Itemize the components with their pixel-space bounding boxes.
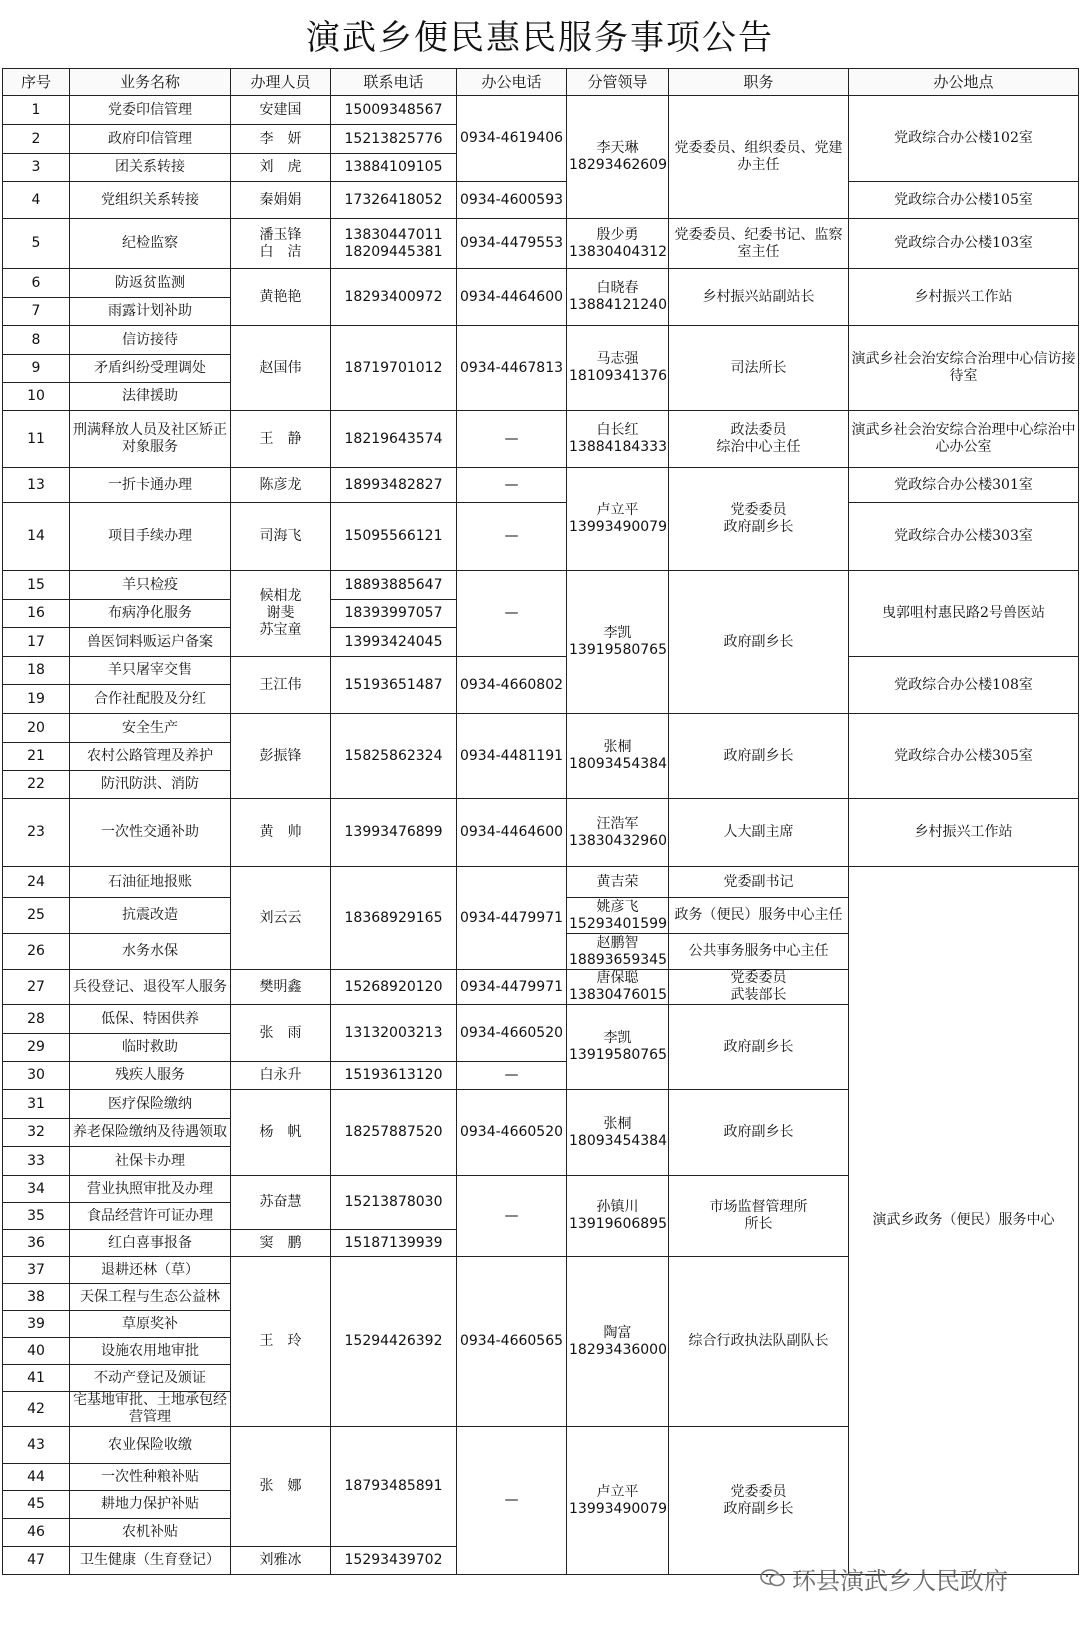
business-name: 医疗保险缴纳 — [70, 1090, 231, 1119]
row-number: 13 — [3, 468, 70, 503]
business-name: 党组织关系转接 — [70, 182, 231, 219]
duty: 乡村振兴站副站长 — [669, 269, 849, 326]
business-name: 一次性交通补助 — [70, 799, 231, 867]
business-name: 一折卡通办理 — [70, 468, 231, 503]
business-name: 红白喜事报备 — [70, 1230, 231, 1257]
handler-name: 白永升 — [231, 1062, 331, 1090]
leader: 卢立平 13993490079 — [567, 468, 669, 571]
row-number: 45 — [3, 1491, 70, 1519]
business-name: 布病净化服务 — [70, 600, 231, 628]
office-phone: 0934-4481191 — [457, 714, 567, 799]
business-name: 刑满释放人员及社区矫正对象服务 — [70, 411, 231, 468]
row-number: 15 — [3, 571, 70, 600]
business-name: 合作社配股及分红 — [70, 685, 231, 714]
handler-name: 杨 帆 — [231, 1090, 331, 1176]
row-number: 42 — [3, 1392, 70, 1427]
duty: 政务（便民）服务中心主任 — [669, 898, 849, 934]
contact-phone: 15009348567 — [331, 96, 457, 125]
table-row — [3, 503, 1079, 571]
office-phone: 0934-4479971 — [457, 970, 567, 1005]
business-name: 不动产登记及颁证 — [70, 1365, 231, 1392]
business-name: 养老保险缴纳及待遇领取 — [70, 1119, 231, 1147]
row-number: 47 — [3, 1547, 70, 1575]
business-name: 防返贫监测 — [70, 269, 231, 298]
office-location: 党政综合办公楼102室 — [849, 96, 1079, 182]
contact-phone: 15293439702 — [331, 1547, 457, 1575]
contact-phone: 18293400972 — [331, 269, 457, 326]
office-phone: — — [457, 411, 567, 468]
column-header: 分管领导 — [567, 69, 669, 96]
handler-name: 赵国伟 — [231, 326, 331, 411]
handler-name: 陈彦龙 — [231, 468, 331, 503]
leader: 卢立平 13993490079 — [567, 1427, 669, 1575]
table-header-row — [3, 69, 1079, 96]
contact-phone: 18993482827 — [331, 468, 457, 503]
office-phone: — — [457, 1176, 567, 1257]
handler-name: 刘 虎 — [231, 154, 331, 182]
row-number: 39 — [3, 1311, 70, 1338]
leader: 张桐 18093454384 — [567, 1090, 669, 1176]
contact-phone: 15213825776 — [331, 125, 457, 154]
duty: 人大副主席 — [669, 799, 849, 867]
contact-phone: 18257887520 — [331, 1090, 457, 1176]
contact-phone: 18219643574 — [331, 411, 457, 468]
handler-name: 秦娟娟 — [231, 182, 331, 219]
handler-name: 苏奋慧 — [231, 1176, 331, 1230]
duty: 政府副乡长 — [669, 714, 849, 799]
wechat-icon — [760, 1568, 786, 1588]
column-header: 职务 — [669, 69, 849, 96]
table-row — [3, 326, 1079, 355]
handler-name: 窦 鹏 — [231, 1230, 331, 1257]
business-name: 信访接待 — [70, 326, 231, 355]
handler-name: 王江伟 — [231, 657, 331, 714]
office-phone: — — [457, 571, 567, 657]
table-row — [3, 799, 1079, 867]
office-location: 乡村振兴工作站 — [849, 799, 1079, 867]
business-name: 兵役登记、退役军人服务 — [70, 970, 231, 1005]
row-number: 34 — [3, 1176, 70, 1203]
leader: 马志强 18109341376 — [567, 326, 669, 411]
handler-name: 潘玉锋 白 洁 — [231, 219, 331, 269]
table-row — [3, 657, 1079, 685]
page-title: 演武乡便民惠民服务事项公告 — [306, 17, 774, 58]
row-number: 22 — [3, 771, 70, 799]
office-phone: — — [457, 1427, 567, 1575]
handler-name: 彭振锋 — [231, 714, 331, 799]
table-row — [3, 96, 1079, 125]
watermark-text: 环县演武乡人民政府 — [792, 1566, 1008, 1595]
row-number: 19 — [3, 685, 70, 714]
business-name: 农业保险收缴 — [70, 1427, 231, 1464]
leader: 陶富 18293436000 — [567, 1257, 669, 1427]
office-location: 演武乡政务（便民）服务中心 — [849, 867, 1079, 1575]
business-name: 防汛防洪、消防 — [70, 771, 231, 799]
row-number: 25 — [3, 898, 70, 934]
table-row — [3, 867, 1079, 898]
row-number: 31 — [3, 1090, 70, 1119]
office-phone: — — [457, 503, 567, 571]
business-name: 团关系转接 — [70, 154, 231, 182]
table-row — [3, 219, 1079, 269]
handler-name: 张 雨 — [231, 1005, 331, 1062]
office-location: 乡村振兴工作站 — [849, 269, 1079, 326]
business-name: 政府印信管理 — [70, 125, 231, 154]
business-name: 宅基地审批、土地承包经营管理 — [70, 1392, 231, 1427]
contact-phone: 13884109105 — [331, 154, 457, 182]
business-name: 残疾人服务 — [70, 1062, 231, 1090]
watermark — [760, 1560, 1008, 1596]
business-name: 农村公路管理及养护 — [70, 743, 231, 771]
contact-phone: 17326418052 — [331, 182, 457, 219]
column-header: 办理人员 — [231, 69, 331, 96]
leader: 赵鹏智 18893659345 — [567, 934, 669, 970]
row-number: 30 — [3, 1062, 70, 1090]
row-number: 20 — [3, 714, 70, 743]
duty: 党委委员、纪委书记、监察室主任 — [669, 219, 849, 269]
contact-phone: 15095566121 — [331, 503, 457, 571]
row-number: 23 — [3, 799, 70, 867]
business-name: 矛盾纠纷受理调处 — [70, 355, 231, 383]
business-name: 临时救助 — [70, 1034, 231, 1062]
business-name: 法律援助 — [70, 383, 231, 411]
handler-name: 张 娜 — [231, 1427, 331, 1547]
duty: 市场监督管理所 所长 — [669, 1176, 849, 1257]
contact-phone: 15268920120 — [331, 970, 457, 1005]
row-number: 43 — [3, 1427, 70, 1464]
contact-phone: 18793485891 — [331, 1427, 457, 1547]
row-number: 24 — [3, 867, 70, 898]
column-header: 序号 — [3, 69, 70, 96]
row-number: 26 — [3, 934, 70, 970]
office-phone: 0934-4464600 — [457, 799, 567, 867]
business-name: 耕地力保护补贴 — [70, 1491, 231, 1519]
business-name: 卫生健康（生育登记） — [70, 1547, 231, 1575]
row-number: 32 — [3, 1119, 70, 1147]
duty: 党委委员 政府副乡长 — [669, 1427, 849, 1575]
leader: 殷少勇 13830404312 — [567, 219, 669, 269]
column-header: 业务名称 — [70, 69, 231, 96]
contact-phone: 15187139939 — [331, 1230, 457, 1257]
row-number: 9 — [3, 355, 70, 383]
leader: 黄吉荣 — [567, 867, 669, 898]
row-number: 10 — [3, 383, 70, 411]
handler-name: 候相龙 谢斐 苏宝童 — [231, 571, 331, 657]
leader: 汪浩军 13830432960 — [567, 799, 669, 867]
leader: 白晓春 13884121240 — [567, 269, 669, 326]
office-location: 党政综合办公楼301室 — [849, 468, 1079, 503]
row-number: 5 — [3, 219, 70, 269]
handler-name: 李 妍 — [231, 125, 331, 154]
duty: 综合行政执法队副队长 — [669, 1257, 849, 1427]
business-name: 兽医饲料贩运户备案 — [70, 628, 231, 657]
office-location: 党政综合办公楼105室 — [849, 182, 1079, 219]
column-header: 办公地点 — [849, 69, 1079, 96]
contact-phone: 15294426392 — [331, 1257, 457, 1427]
row-number: 36 — [3, 1230, 70, 1257]
business-name: 退耕还林（草） — [70, 1257, 231, 1284]
row-number: 40 — [3, 1338, 70, 1365]
contact-phone: 13830447011 18209445381 — [331, 219, 457, 269]
contact-phone: 13993476899 — [331, 799, 457, 867]
service-table — [2, 68, 1079, 1575]
contact-phone: 18368929165 — [331, 867, 457, 970]
business-name: 石油征地报账 — [70, 867, 231, 898]
office-phone: 0934-4464600 — [457, 269, 567, 326]
business-name: 纪检监察 — [70, 219, 231, 269]
handler-name: 黄 帅 — [231, 799, 331, 867]
table-row — [3, 411, 1079, 468]
leader: 唐保聪 13830476015 — [567, 970, 669, 1005]
leader: 李凯 13919580765 — [567, 571, 669, 714]
business-name: 农机补贴 — [70, 1519, 231, 1547]
office-location: 党政综合办公楼303室 — [849, 503, 1079, 571]
office-location: 曳郭咀村惠民路2号兽医站 — [849, 571, 1079, 657]
row-number: 7 — [3, 298, 70, 326]
duty: 政府副乡长 — [669, 1005, 849, 1090]
row-number: 37 — [3, 1257, 70, 1284]
office-location: 演武乡社会治安综合治理中心综治中心办公室 — [849, 411, 1079, 468]
handler-name: 司海飞 — [231, 503, 331, 571]
business-name: 低保、特困供养 — [70, 1005, 231, 1034]
business-name: 草原奖补 — [70, 1311, 231, 1338]
handler-name: 樊明鑫 — [231, 970, 331, 1005]
office-phone: 0934-4619406 — [457, 96, 567, 182]
duty: 司法所长 — [669, 326, 849, 411]
business-name: 社保卡办理 — [70, 1147, 231, 1176]
office-phone: 0934-4600593 — [457, 182, 567, 219]
office-phone: 0934-4479971 — [457, 867, 567, 970]
handler-name: 王 静 — [231, 411, 331, 468]
office-location: 党政综合办公楼108室 — [849, 657, 1079, 714]
business-name: 天保工程与生态公益林 — [70, 1284, 231, 1311]
column-header: 办公电话 — [457, 69, 567, 96]
handler-name: 刘雅冰 — [231, 1547, 331, 1575]
row-number: 14 — [3, 503, 70, 571]
duty: 党委委员、组织委员、党建办主任 — [669, 96, 849, 219]
office-phone: 0934-4660520 — [457, 1090, 567, 1176]
contact-phone: 15193651487 — [331, 657, 457, 714]
business-name: 羊只检疫 — [70, 571, 231, 600]
leader: 孙镇川 13919606895 — [567, 1176, 669, 1257]
business-name: 安全生产 — [70, 714, 231, 743]
office-phone: 0934-4660565 — [457, 1257, 567, 1427]
contact-phone: 15825862324 — [331, 714, 457, 799]
row-number: 2 — [3, 125, 70, 154]
leader: 李天琳 18293462609 — [567, 96, 669, 219]
business-name: 党委印信管理 — [70, 96, 231, 125]
leader: 张桐 18093454384 — [567, 714, 669, 799]
office-location: 党政综合办公楼305室 — [849, 714, 1079, 799]
handler-name: 王 玲 — [231, 1257, 331, 1427]
business-name: 水务水保 — [70, 934, 231, 970]
contact-phone: 15193613120 — [331, 1062, 457, 1090]
row-number: 35 — [3, 1203, 70, 1230]
office-phone: 0934-4479553 — [457, 219, 567, 269]
table-row — [3, 269, 1079, 298]
duty: 公共事务服务中心主任 — [669, 934, 849, 970]
table-row — [3, 714, 1079, 743]
row-number: 1 — [3, 96, 70, 125]
leader: 白长红 13884184333 — [567, 411, 669, 468]
leader: 姚彦飞 15293401599 — [567, 898, 669, 934]
leader: 李凯 13919580765 — [567, 1005, 669, 1090]
row-number: 46 — [3, 1519, 70, 1547]
business-name: 设施农用地审批 — [70, 1338, 231, 1365]
handler-name: 黄艳艳 — [231, 269, 331, 326]
row-number: 33 — [3, 1147, 70, 1176]
row-number: 17 — [3, 628, 70, 657]
row-number: 44 — [3, 1464, 70, 1491]
table-row — [3, 468, 1079, 503]
row-number: 11 — [3, 411, 70, 468]
row-number: 27 — [3, 970, 70, 1005]
office-phone: 0934-4660802 — [457, 657, 567, 714]
office-phone: — — [457, 1062, 567, 1090]
contact-phone: 13993424045 — [331, 628, 457, 657]
row-number: 8 — [3, 326, 70, 355]
office-phone: 0934-4660520 — [457, 1005, 567, 1062]
office-location: 演武乡社会治安综合治理中心信访接待室 — [849, 326, 1079, 411]
row-number: 41 — [3, 1365, 70, 1392]
business-name: 抗震改造 — [70, 898, 231, 934]
office-location: 党政综合办公楼103室 — [849, 219, 1079, 269]
business-name: 羊只屠宰交售 — [70, 657, 231, 685]
row-number: 28 — [3, 1005, 70, 1034]
contact-phone: 18719701012 — [331, 326, 457, 411]
row-number: 38 — [3, 1284, 70, 1311]
duty: 政法委员 综治中心主任 — [669, 411, 849, 468]
row-number: 18 — [3, 657, 70, 685]
duty: 党委委员 武装部长 — [669, 970, 849, 1005]
duty: 政府副乡长 — [669, 1090, 849, 1176]
row-number: 21 — [3, 743, 70, 771]
business-name: 营业执照审批及办理 — [70, 1176, 231, 1203]
row-number: 3 — [3, 154, 70, 182]
contact-phone: 18393997057 — [331, 600, 457, 628]
contact-phone: 13132003213 — [331, 1005, 457, 1062]
row-number: 29 — [3, 1034, 70, 1062]
business-name: 雨露计划补助 — [70, 298, 231, 326]
office-phone: 0934-4467813 — [457, 326, 567, 411]
table-row — [3, 571, 1079, 600]
column-header: 联系电话 — [331, 69, 457, 96]
business-name: 食品经营许可证办理 — [70, 1203, 231, 1230]
contact-phone: 18893885647 — [331, 571, 457, 600]
handler-name: 刘云云 — [231, 867, 331, 970]
duty: 政府副乡长 — [669, 571, 849, 714]
handler-name: 安建国 — [231, 96, 331, 125]
row-number: 6 — [3, 269, 70, 298]
business-name: 项目手续办理 — [70, 503, 231, 571]
duty: 党委委员 政府副乡长 — [669, 468, 849, 571]
row-number: 4 — [3, 182, 70, 219]
duty: 党委副书记 — [669, 867, 849, 898]
office-phone: — — [457, 468, 567, 503]
row-number: 16 — [3, 600, 70, 628]
table-row — [3, 182, 1079, 219]
business-name: 一次性种粮补贴 — [70, 1464, 231, 1491]
contact-phone: 15213878030 — [331, 1176, 457, 1230]
